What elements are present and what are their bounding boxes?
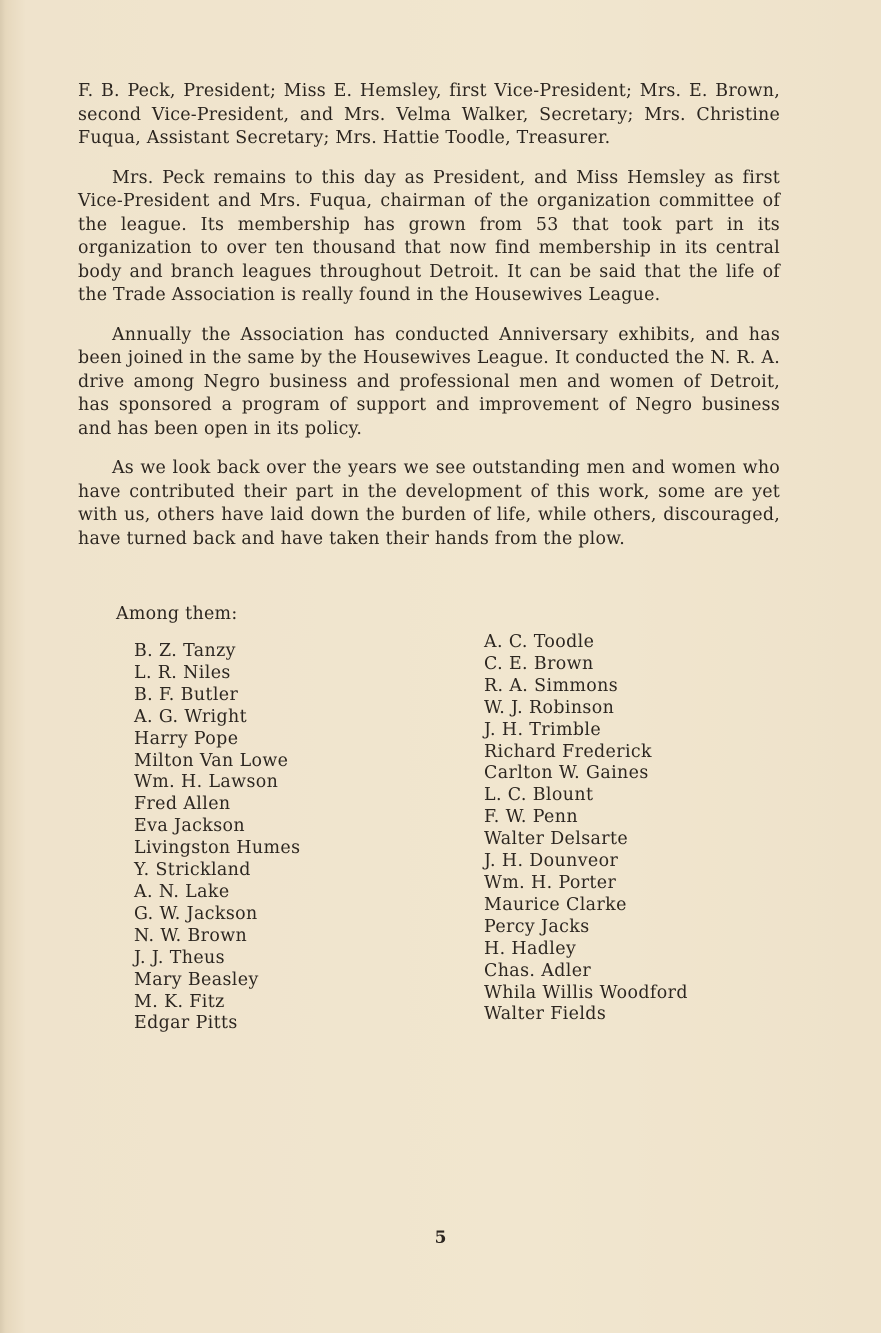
list-item: A. C. Toodle [484, 632, 595, 652]
list-item: Walter Delsarte [484, 829, 629, 850]
list-item: F. W. Penn [484, 807, 578, 828]
list-item: Maurice Clarke [484, 894, 627, 915]
list-item: Fred Allen [134, 794, 231, 815]
list-item: J. H. Trimble [484, 719, 602, 740]
list-item: Harry Pope [134, 728, 239, 749]
list-item: Walter Fields [484, 1004, 607, 1025]
list-item: Eva Jackson [134, 816, 246, 837]
list-item: Whila Willis Woodford [484, 982, 688, 1003]
list-item: L. C. Blount [484, 785, 594, 806]
list-item: Milton Van Lowe [134, 750, 289, 771]
names-list-left [134, 641, 300, 1035]
list-item: N. W. Brown [134, 925, 248, 946]
list-item: W. J. Robinson [484, 697, 615, 718]
list-item: A. G. Wright [134, 706, 248, 727]
list-item: B. Z. Tanzy [134, 641, 236, 661]
list-item: J. J. Theus [134, 947, 225, 968]
list-item: Carlton W. Gaines [484, 763, 649, 784]
list-item: J. H. Dounveor [484, 851, 619, 872]
body-text [78, 80, 780, 567]
list-item: B. F. Butler [134, 684, 239, 705]
list-item: G. W. Jackson [134, 903, 258, 924]
list-item: Richard Frederick [484, 741, 652, 762]
list-item: C. E. Brown [484, 653, 594, 674]
list-item: Wm. H. Lawson [134, 772, 279, 793]
list-item: Y. Strickland [134, 860, 251, 881]
list-item: Mary Beasley [134, 969, 259, 990]
list-item: H. Hadley [484, 938, 577, 959]
paragraph-exhibits: Annually the Association has conducted Anniversary exhibits, and has been joined in the same by the Housewives League. It conducted the N. R. A. drive among Negro business and professional men and women of Detroit, has sponsored a program of support and improvement of Negro business and has been open in its policy. [78, 324, 780, 439]
list-item: L. R. Niles [134, 662, 231, 683]
list-item: Livingston Humes [134, 838, 301, 859]
names-list-right [484, 632, 688, 1026]
list-item: Chas. Adler [484, 960, 592, 981]
page-number: 5 [434, 1228, 447, 1248]
list-item: A. N. Lake [134, 881, 230, 902]
list-item: R. A. Simmons [484, 675, 619, 696]
list-item: M. K. Fitz [134, 991, 225, 1012]
paragraph-membership: Mrs. Peck remains to this day as President, and Miss Hemsley as first Vice-President and Mrs. Fuqua, chairman of the organization committee of the league. Its membership has grown from 53 that took part in its organization to over ten thousand that now find membership in its central body and branch leagues throughout Detroit. It can be said that the life of the Trade Association is really found in the Housewives League. [78, 167, 780, 305]
paragraph-officers: F. B. Peck, President; Miss E. Hemsley, first Vice-President; Mrs. E. Brown, second Vice-President, and Mrs. Velma Walker, Secretary; Mrs. Christine Fuqua, Assistant Secretary; Mrs. Hattie Toodle, Treasurer. [78, 81, 780, 148]
list-item: Percy Jacks [484, 916, 590, 937]
list-item: Wm. H. Porter [484, 872, 617, 893]
among-them-heading: Among them: [116, 604, 238, 624]
paragraph-look-back: As we look back over the years we see outstanding men and women who have contributed their part in the development of this work, some are yet with us, others have laid down the burden of life, while others, discouraged, have turned back and have taken their hands from the plow. [78, 458, 780, 549]
list-item: Edgar Pitts [134, 1013, 238, 1034]
